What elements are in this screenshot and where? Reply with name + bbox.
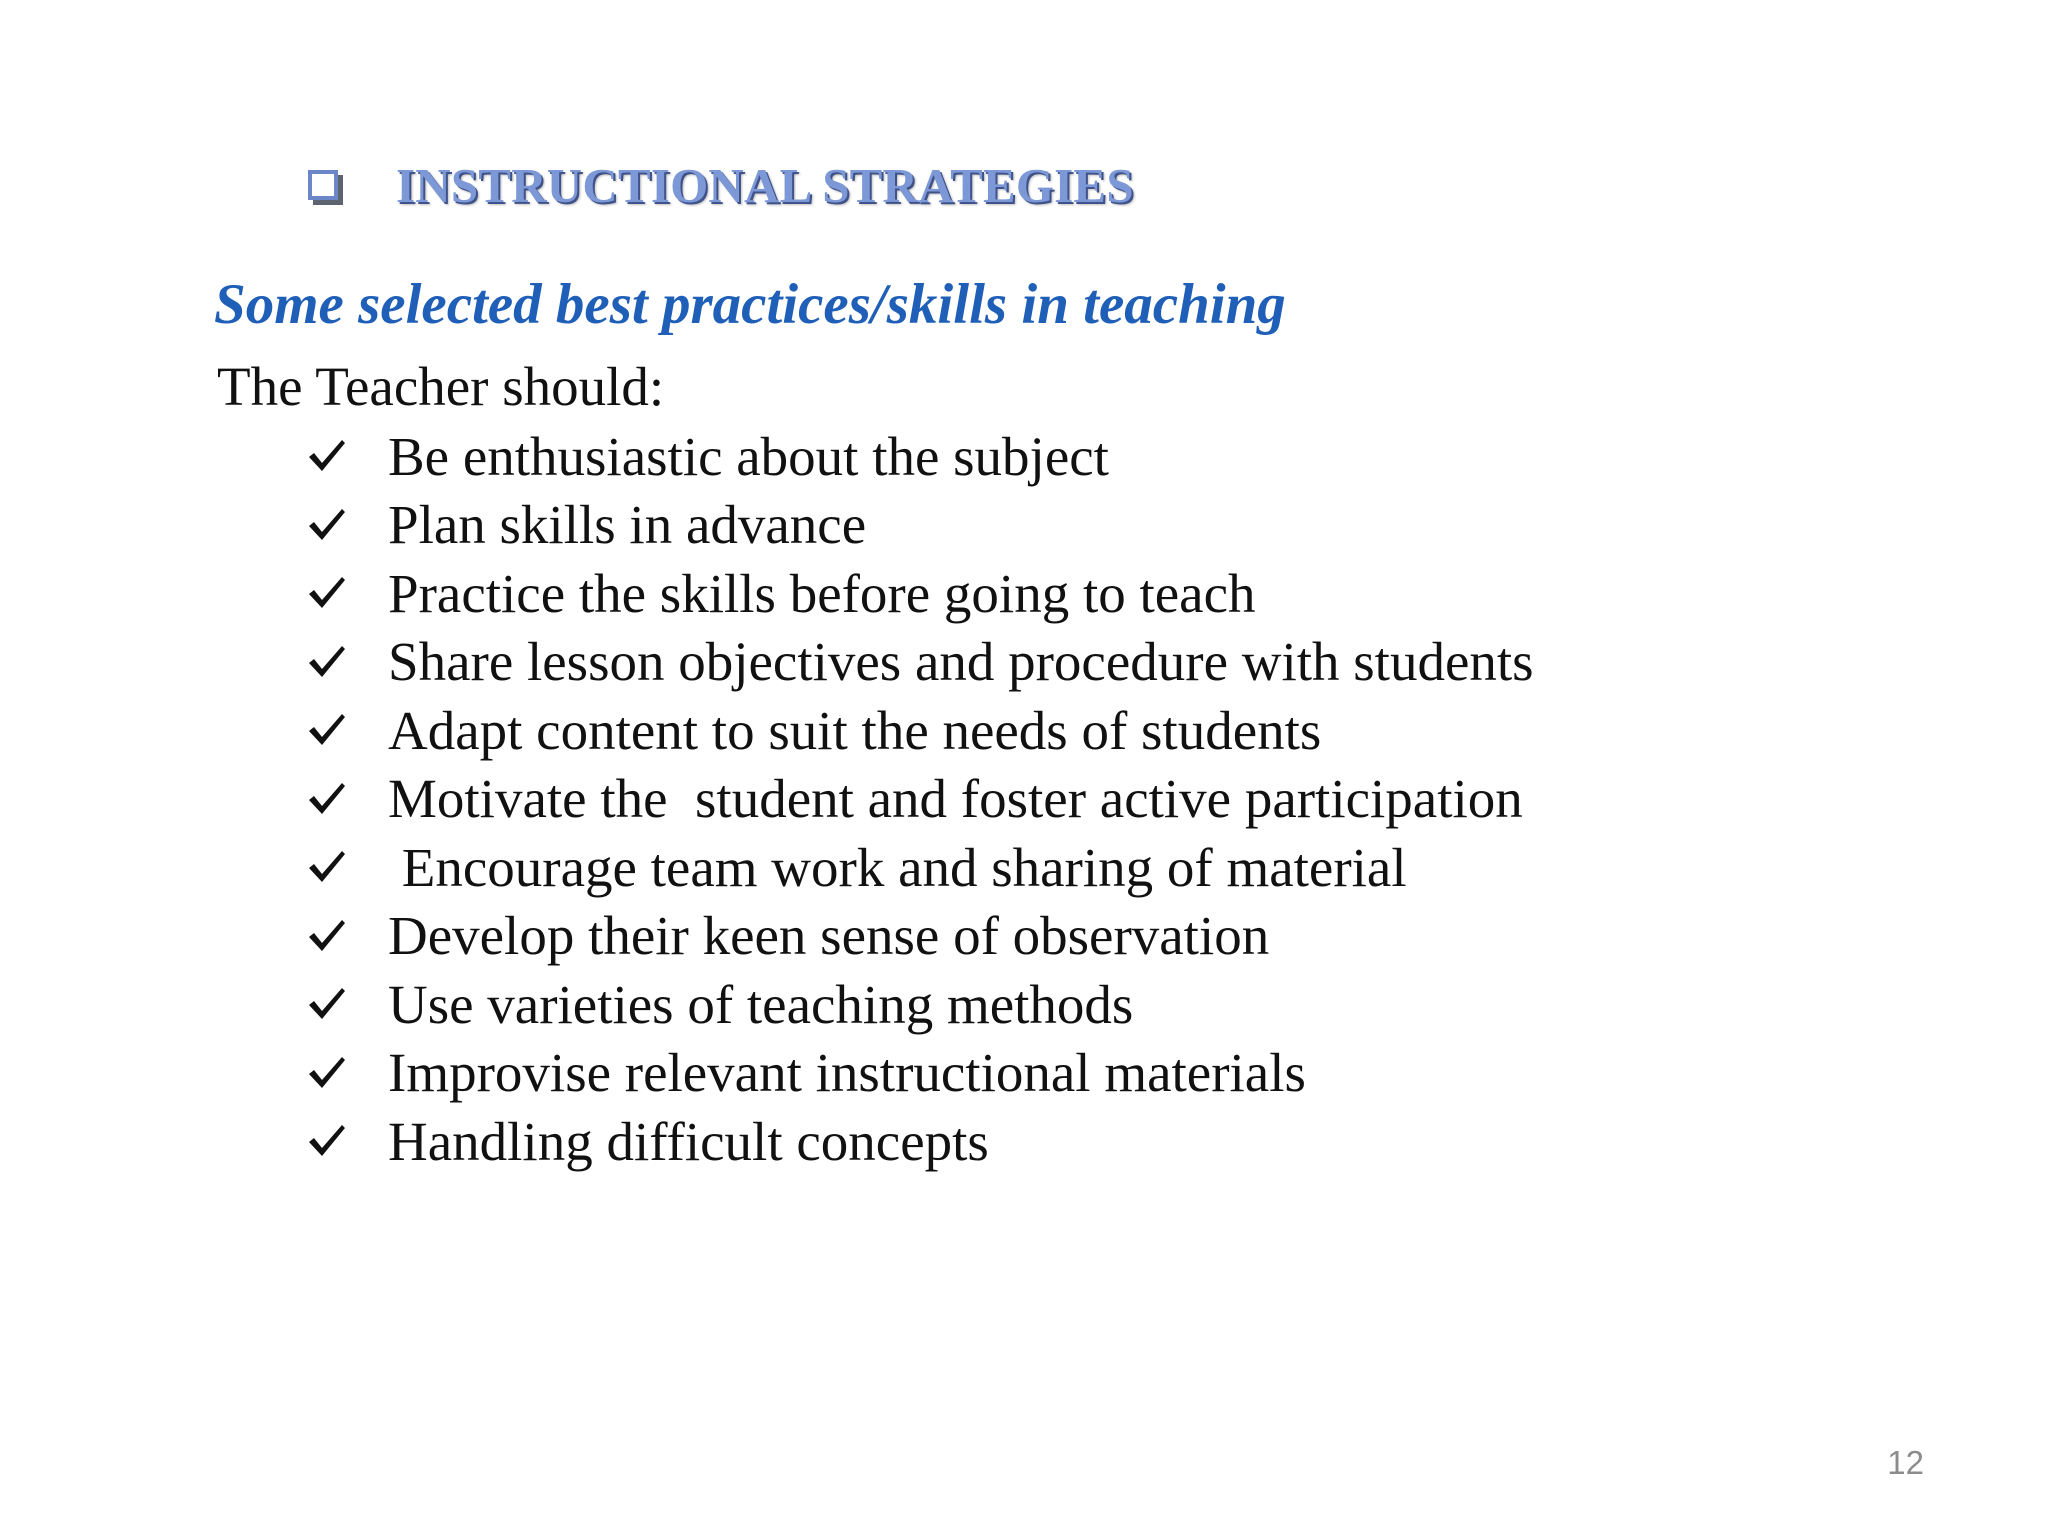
heading-text: INSTRUCTIONAL STRATEGIES (396, 157, 1134, 213)
list-item-label: Encourage team work and sharing of material (388, 836, 1407, 898)
list-item (306, 491, 1534, 560)
list-item (306, 422, 1534, 491)
list-item (306, 696, 1534, 765)
square-bullet-icon (308, 170, 338, 200)
page-number: 12 (1887, 1444, 1924, 1481)
list-item (306, 1039, 1534, 1108)
list-item (306, 765, 1534, 834)
checkmark-icon (306, 778, 348, 820)
lead-text: The Teacher should: (217, 356, 665, 417)
list-item (306, 559, 1534, 628)
checkmark-icon (306, 1052, 348, 1094)
checkmark-icon (306, 504, 348, 546)
list-item-label: Share lesson objectives and procedure with students (388, 631, 1534, 693)
checkmark-icon (306, 709, 348, 751)
list-item (306, 1107, 1534, 1176)
checkmark-icon (306, 641, 348, 683)
subtitle: Some selected best practices/skills in teaching (214, 273, 1286, 336)
list-item-label: Plan skills in advance (388, 494, 867, 556)
list-item-label: Use varieties of teaching methods (388, 973, 1134, 1035)
checkmark-icon (306, 1120, 348, 1162)
list-item (306, 970, 1534, 1039)
practice-list (306, 422, 1534, 1176)
list-item-label: Improvise relevant instructional materials (388, 1042, 1306, 1104)
checkmark-icon (306, 983, 348, 1025)
checkmark-icon (306, 915, 348, 957)
list-item-label: Develop their keen sense of observation (388, 905, 1270, 967)
list-item-label: Motivate the student and foster active participation (388, 768, 1523, 830)
section-heading (308, 150, 1134, 220)
list-item-label: Handling difficult concepts (388, 1110, 989, 1172)
list-item-label: Adapt content to suit the needs of students (388, 699, 1322, 761)
checkmark-icon (306, 572, 348, 614)
checkmark-icon (306, 435, 348, 477)
list-item (306, 902, 1534, 971)
list-item-label: Practice the skills before going to teach (388, 562, 1256, 624)
checkmark-icon (306, 846, 348, 888)
list-item-label: Be enthusiastic about the subject (388, 425, 1109, 487)
list-item (306, 833, 1534, 902)
list-item (306, 628, 1534, 697)
